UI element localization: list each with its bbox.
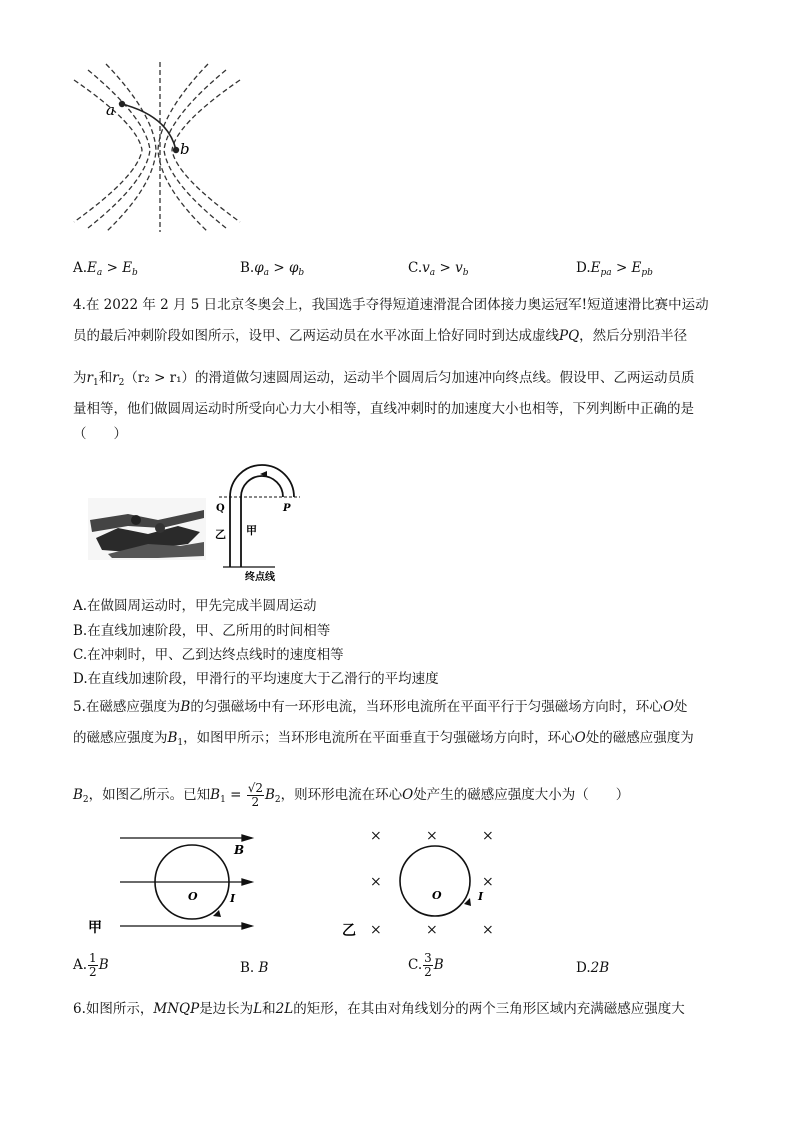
q5-jia-b-label: B	[234, 843, 245, 857]
q4-label-p: P	[283, 503, 291, 514]
q3-option-b[interactable]: $B.\varphi_a > \varphi_b$	[240, 260, 305, 278]
q4-label-yi: 乙	[215, 528, 226, 541]
q4-option-a[interactable]: A.在做圆周运动时，甲先完成半圆周运动	[73, 598, 317, 614]
q5-cross: ×	[370, 828, 382, 844]
q3-option-d[interactable]: $D.E_{pa} > E_{pb}$	[576, 260, 653, 278]
q3-option-a[interactable]: $A.E_a > E_b$	[73, 260, 138, 278]
q4-option-d[interactable]: D.在直线加速阶段，甲滑行的平均速度大于乙滑行的平均速度	[73, 671, 439, 687]
q4-stem-line-2: 员的最后冲刺阶段如图所示，设甲、乙两运动员在水平冰面上恰好同时到达成虚线PQ，然后分别沿半径	[73, 328, 688, 344]
q4-option-b[interactable]: B.在直线加速阶段，甲、乙所用的时间相等	[73, 623, 331, 639]
q5-jia-i-label: I	[230, 892, 236, 905]
q5-cross: ×	[482, 828, 494, 844]
q4-label-finish: 终点线	[245, 572, 275, 582]
q5-yi-label: 乙	[342, 923, 356, 939]
q5-stem-line-2: 的磁感应强度为$B_1$，如图甲所示；当环形电流所在平面垂直于匀强磁场方向时，环心O处的磁感应强度为	[73, 730, 694, 748]
q4-label-jia: 甲	[246, 524, 257, 537]
q5-cross: ×	[482, 922, 494, 938]
q5-jia-label: 甲	[88, 920, 102, 936]
q5-cross: ×	[482, 874, 494, 890]
q5-cross: ×	[370, 922, 382, 938]
q5-stem-line-3: $B_2$，如图乙所示。已知$B_1$ = $\frac{√2}{2}$ $B_2$，则环形电流在环心O处产生的磁感应强度大小为（ ）	[73, 781, 630, 809]
q4-stem-line-3: 为$r_1$和$r_2(r_2 > r_1)$的滑道做匀速圆周运动，运动半个圆周后匀加速冲向终点线。假设甲、乙两运动员质	[73, 370, 695, 388]
q5-cross: ×	[426, 828, 438, 844]
q5-cross: ×	[370, 874, 382, 890]
q4-label-q: Q	[216, 503, 225, 514]
q3-field-figure	[72, 62, 242, 232]
q4-answer-paren: （ ）	[73, 426, 127, 442]
q5-cross: ×	[426, 922, 438, 938]
q4-skaters-photo	[88, 498, 206, 560]
q5-jia-o-label: O	[188, 890, 198, 903]
q5-option-a[interactable]: A. $\frac{1}{2}$ B	[73, 951, 109, 979]
q5-option-b[interactable]: B. B	[240, 960, 269, 976]
q3-point-a-label: a	[106, 101, 115, 119]
q5-yi-o-label: O	[432, 889, 442, 902]
q4-track-figure	[205, 462, 310, 582]
q5-figure-jia	[88, 828, 260, 938]
q4-stem-line-1: 4.在 2022 年 2 月 5 日北京冬奥会上，我国选手夺得短道速滑混合团体接力奥运冠军!短道速滑比赛中运动	[73, 297, 709, 313]
q5-yi-i-label: I	[478, 890, 484, 903]
q3-point-b-label: b	[180, 140, 190, 158]
q5-figure-yi	[340, 820, 510, 940]
q5-equation-fraction: $\frac{√2}{2}$	[247, 781, 263, 809]
q5-stem-line-1: 5.在磁感应强度为B的匀强磁场中有一环形电流，当环形电流所在平面平行于匀强磁场方向时，环心O处	[73, 699, 688, 715]
q5-option-d[interactable]: D.2B	[576, 960, 610, 976]
q4-stem-line-4: 量相等，他们做圆周运动时所受向心力大小相等，直线冲刺时的加速度大小也相等，下列判断中正确的是	[73, 401, 694, 417]
q4-option-c[interactable]: C.在冲刺时，甲、乙到达终点线时的速度相等	[73, 647, 344, 663]
q3-option-c[interactable]: $C.v_a > v_b$	[408, 260, 469, 278]
q6-stem-line-1: 6.如图所示，MNQP是边长为L和2L的矩形，在其由对角线划分的两个三角形区域内充满磁感应强度大	[73, 1001, 685, 1017]
q5-option-c[interactable]: C. $\frac{3}{2}$ B	[408, 951, 444, 979]
